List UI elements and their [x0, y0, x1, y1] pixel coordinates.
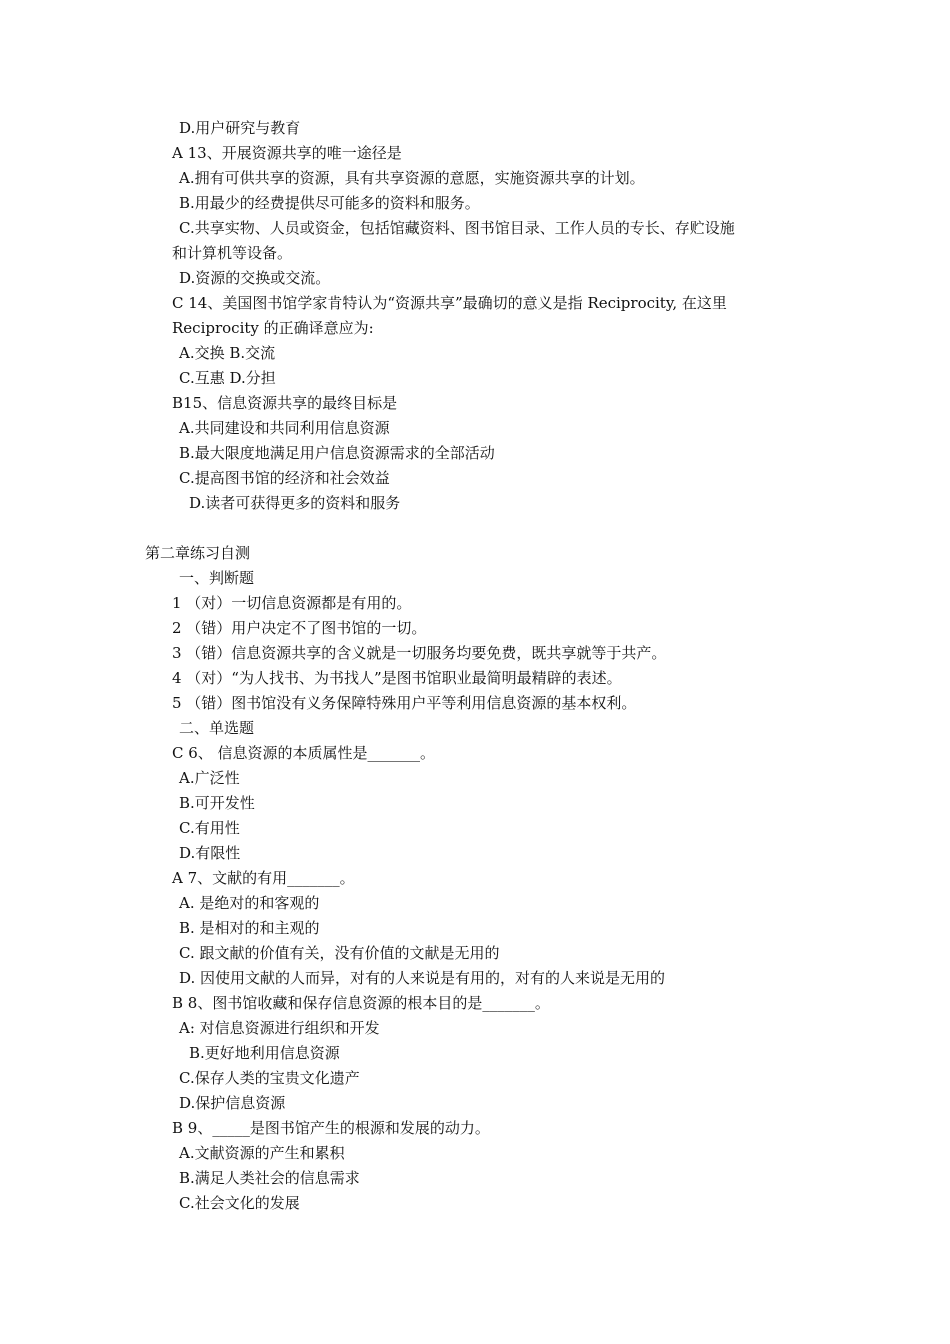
option-c-q13-cont: 和计算机等设备。 — [172, 244, 293, 262]
section-single-choice: 二、单选题 — [179, 719, 255, 737]
option-b-q15: B.最大限度地满足用户信息资源需求的全部活动 — [179, 444, 495, 462]
option-c-q6: C.有用性 — [179, 819, 240, 837]
option-b-q13: B.用最少的经费提供尽可能多的资料和服务。 — [179, 194, 480, 212]
tf-item-2: 2 （错）用户决定不了图书馆的一切。 — [172, 619, 427, 637]
question-7: A 7、文献的有用_______。 — [172, 869, 355, 887]
option-d-q12: D.用户研究与教育 — [179, 119, 301, 137]
options-cd-q14: C.互惠 D.分担 — [179, 369, 276, 387]
option-a-q6: A.广泛性 — [179, 769, 240, 787]
option-b-q9: B.满足人类社会的信息需求 — [179, 1169, 360, 1187]
option-d-q13: D.资源的交换或交流。 — [179, 269, 331, 287]
option-b-q8: B.更好地利用信息资源 — [189, 1044, 340, 1062]
tf-item-3: 3 （错）信息资源共享的含义就是一切服务均要免费，既共享就等于共产。 — [172, 644, 667, 662]
question-8: B 8、图书馆收藏和保存信息资源的根本目的是_______。 — [172, 994, 550, 1012]
option-a-q13: A.拥有可供共享的资源，具有共享资源的意愿，实施资源共享的计划。 — [179, 169, 645, 187]
question-14: C 14、美国图书馆学家肯特认为“资源共享”最确切的意义是指 Reciprocity, 在这里 — [172, 294, 727, 312]
option-d-q6: D.有限性 — [179, 844, 241, 862]
question-13: A 13、开展资源共享的唯一途径是 — [172, 144, 402, 162]
question-14-cont: Reciprocity 的正确译意应为: — [172, 319, 374, 337]
option-a-q7: A. 是绝对的和客观的 — [179, 894, 320, 912]
question-9: B 9、_____是图书馆产生的根源和发展的动力。 — [172, 1119, 490, 1137]
option-c-q8: C.保存人类的宝贵文化遗产 — [179, 1069, 360, 1087]
option-d-q7: D. 因使用文献的人而异，对有的人来说是有用的，对有的人来说是无用的 — [179, 969, 666, 987]
tf-item-4: 4 （对）“为人找书、为书找人”是图书馆职业最简明最精辟的表述。 — [172, 669, 622, 687]
option-b-q7: B. 是相对的和主观的 — [179, 919, 320, 937]
option-c-q13: C.共享实物、人员或资金，包括馆藏资料、图书馆目录、工作人员的专长、存贮设施 — [179, 219, 735, 237]
option-a-q9: A.文献资源的产生和累积 — [179, 1144, 345, 1162]
option-c-q9: C.社会文化的发展 — [179, 1194, 300, 1212]
tf-item-1: 1 （对）一切信息资源都是有用的。 — [172, 594, 412, 612]
chapter-heading: 第二章练习自测 — [145, 544, 251, 562]
question-6: C 6、 信息资源的本质属性是_______。 — [172, 744, 436, 762]
option-a-q8: A: 对信息资源进行组织和开发 — [179, 1019, 380, 1037]
option-d-q15: D.读者可获得更多的资料和服务 — [189, 494, 401, 512]
option-a-q15: A.共同建设和共同利用信息资源 — [179, 419, 390, 437]
options-ab-q14: A.交换 B.交流 — [179, 344, 276, 362]
option-c-q15: C.提高图书馆的经济和社会效益 — [179, 469, 390, 487]
option-d-q8: D.保护信息资源 — [179, 1094, 286, 1112]
option-c-q7: C. 跟文献的价值有关，没有价值的文献是无用的 — [179, 944, 500, 962]
option-b-q6: B.可开发性 — [179, 794, 255, 812]
tf-item-5: 5 （错）图书馆没有义务保障特殊用户平等利用信息资源的基本权利。 — [172, 694, 637, 712]
section-true-false: 一、判断题 — [179, 569, 255, 587]
question-15: B15、信息资源共享的最终目标是 — [172, 394, 398, 412]
